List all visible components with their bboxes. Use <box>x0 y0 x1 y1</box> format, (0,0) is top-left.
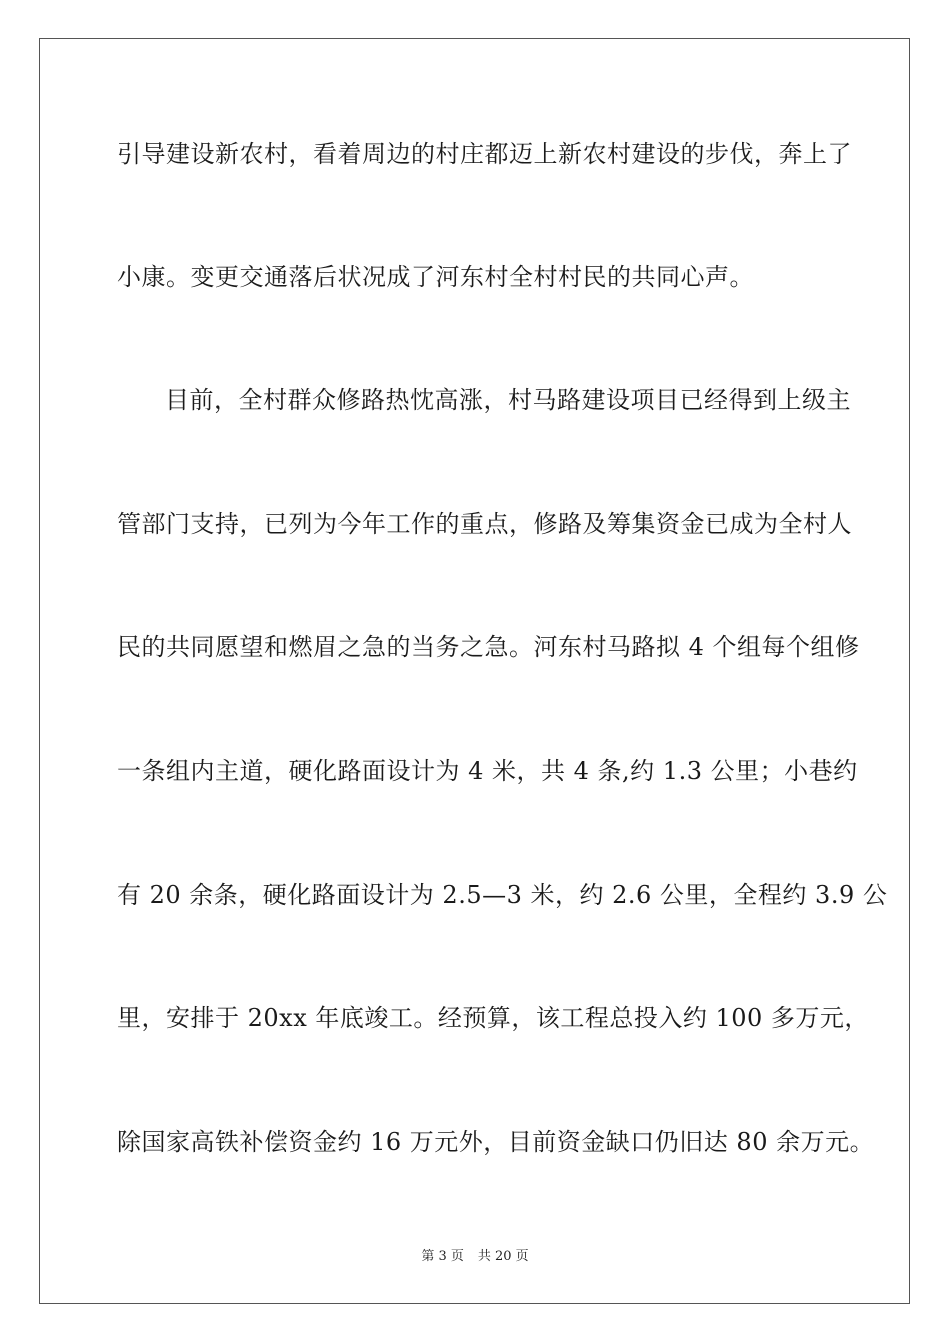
paragraph-line-6: 一条组内主道，硬化路面设计为 4 米，共 4 条,约 1.3 公里；小巷约 <box>117 757 858 785</box>
paragraph-line-7: 有 20 余条，硬化路面设计为 2.5—3 米，约 2.6 公里，全程约 3.9 公 <box>117 881 888 909</box>
page-number: 第 3 页 <box>421 1249 464 1264</box>
page-total: 共 20 页 <box>477 1249 529 1264</box>
paragraph-line-2: 小康。变更交通落后状况成了河东村全村村民的共同心声。 <box>117 263 754 291</box>
paragraph-line-8: 里，安排于 20xx 年底竣工。经预算，该工程总投入约 100 多万元， <box>117 1004 869 1032</box>
paragraph-line-4: 管部门支持，已列为今年工作的重点，修路及筹集资金已成为全村人 <box>117 510 852 538</box>
paragraph-line-9: 除国家高铁补偿资金约 16 万元外，目前资金缺口仍旧达 80 余万元。 <box>117 1128 875 1156</box>
page-footer <box>0 1249 950 1265</box>
paragraph-line-1: 引导建设新农村，看着周边的村庄都迈上新农村建设的步伐，奔上了 <box>117 140 852 168</box>
page-frame <box>39 38 910 1304</box>
paragraph-line-5: 民的共同愿望和燃眉之急的当务之急。河东村马路拟 4 个组每个组修 <box>117 633 860 661</box>
paragraph-line-3: 目前，全村群众修路热忱高涨，村马路建设项目已经得到上级主 <box>165 386 851 414</box>
